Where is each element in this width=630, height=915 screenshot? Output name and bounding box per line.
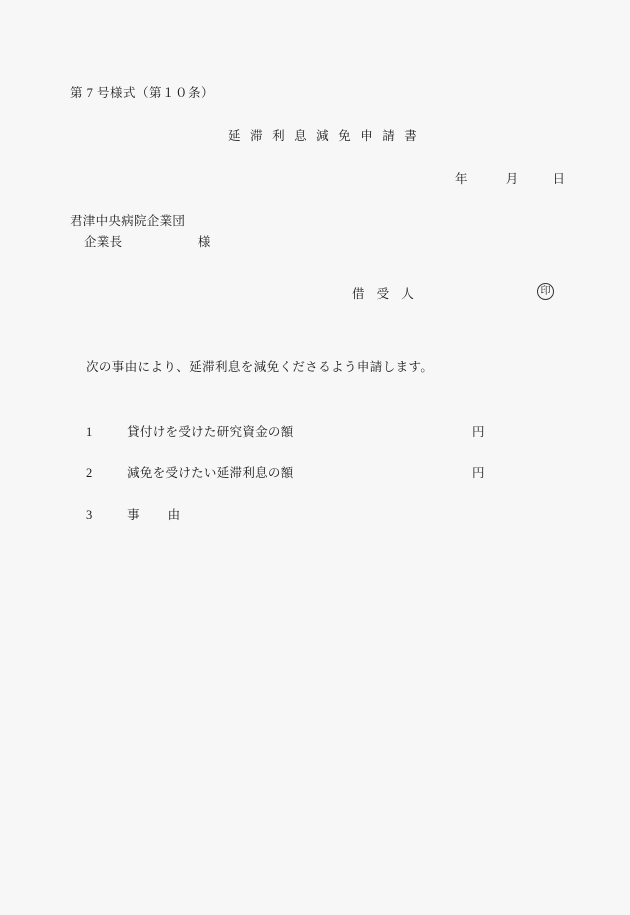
item-label-part-1: 事	[127, 508, 140, 522]
list-item	[86, 422, 294, 440]
borrower-row	[352, 284, 418, 302]
form-number: 第 7 号様式（第１０条）	[70, 86, 215, 100]
date-day-label: 日	[552, 172, 566, 186]
date-year-label: 年	[455, 172, 468, 186]
borrower-label: 借 受 人	[352, 287, 419, 301]
addressee-role: 企業長	[84, 235, 123, 249]
page-title: 延 滞 利 息 減 免 申 請 書	[228, 129, 420, 143]
addressee-honorific: 様	[197, 235, 211, 249]
item-unit: 円	[472, 466, 485, 480]
item-label-part-2: 由	[167, 508, 181, 522]
date-line	[455, 169, 565, 187]
item-label: 貸付けを受けた研究資金の額	[127, 425, 294, 439]
item-unit: 円	[472, 425, 485, 439]
item-number: 2	[86, 466, 93, 480]
item-label: 減免を受けたい延滞利息の額	[127, 466, 294, 480]
intro-text: 次の事由により、延滞利息を減免くださるよう申請します。	[86, 360, 434, 374]
addressee-organization: 君津中央病院企業団	[70, 214, 186, 228]
item-number: 1	[86, 425, 93, 439]
date-month-label: 月	[505, 172, 519, 186]
list-item	[86, 505, 180, 523]
item-label	[127, 505, 180, 523]
item-number: 3	[86, 508, 93, 522]
list-item	[86, 463, 294, 481]
seal-stamp-icon: 印	[537, 283, 554, 300]
addressee-role-row	[84, 232, 211, 250]
